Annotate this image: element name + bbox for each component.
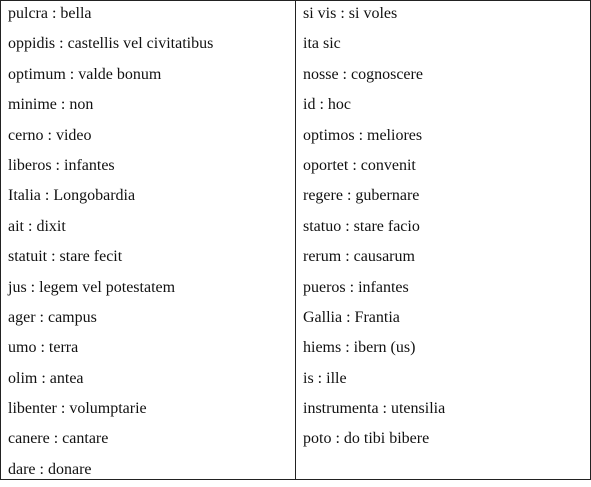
glossary-entry: jus : legem vel potestatem <box>8 278 176 296</box>
glossary-entry: ita sic <box>303 35 341 53</box>
glossary-entry: si vis : si voles <box>303 5 398 22</box>
glossary-entry: Italia : Longobardia <box>8 187 136 205</box>
glossary-column-right <box>296 1 590 479</box>
glossary-entry: rerum : causarum <box>303 248 415 266</box>
glossary-entry: oportet : convenit <box>303 156 416 174</box>
glossary-entry: Gallia : Frantia <box>303 308 400 326</box>
glossary-entry: ager : campus <box>8 308 97 326</box>
glossary-entry: regere : gubernare <box>303 187 420 205</box>
glossary-entry: nosse : cognoscere <box>303 65 423 83</box>
glossary-entry: poto : do tibi bibere <box>303 430 430 448</box>
glossary-entry: liberos : infantes <box>8 156 115 174</box>
glossary-entry: dare : donare <box>8 460 92 478</box>
glossary-entry: umo : terra <box>8 339 79 357</box>
glossary-entry: is : ille <box>303 369 347 387</box>
glossary-entry: statuo : stare facio <box>303 217 420 235</box>
glossary-entry: olim : antea <box>8 369 84 387</box>
glossary-entry: canere : cantare <box>8 430 109 448</box>
glossary-entry: minime : non <box>8 96 94 114</box>
glossary-entry: statuit : stare fecit <box>8 248 123 266</box>
glossary-entry: id : hoc <box>303 96 351 114</box>
glossary-entry: pulcra : bella <box>8 5 92 22</box>
glossary-entry: cerno : video <box>8 126 92 144</box>
glossary-entry: instrumenta : utensilia <box>303 400 446 418</box>
glossary-entry: hiems : ibern (us) <box>303 339 416 357</box>
glossary-entry: ait : dixit <box>8 217 66 235</box>
glossary-entry: optimos : meliores <box>303 126 423 144</box>
glossary-column-left <box>1 1 296 479</box>
glossary-entry: optimum : valde bonum <box>8 65 162 83</box>
glossary-entry: pueros : infantes <box>303 278 409 296</box>
glossary-entry: libenter : volumptarie <box>8 400 147 418</box>
glossary-entry: oppidis : castellis vel civitatibus <box>8 35 214 53</box>
